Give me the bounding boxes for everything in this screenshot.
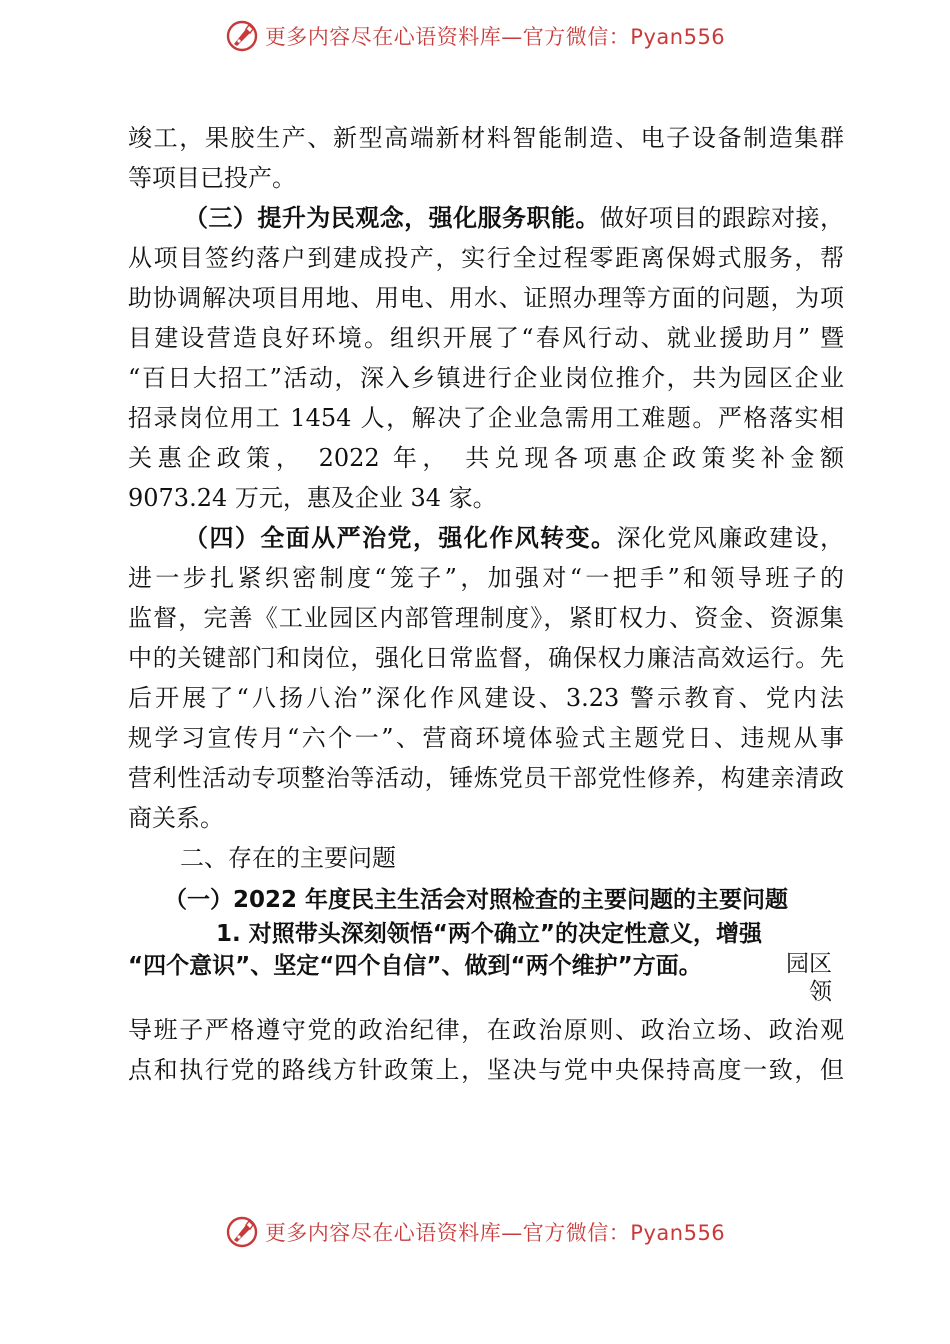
footer-watermark <box>0 1210 950 1254</box>
paragraph-line: 商关系。 <box>128 804 224 832</box>
paragraph-line: 进一步扎紧织密制度“笼子”，加强对“一把手”和领导班子的 <box>128 564 844 592</box>
document-body <box>128 118 844 1090</box>
paragraph-line: 导班子严格遵守党的政治纪律，在政治原则、政治立场、政治观 <box>128 1016 844 1044</box>
paragraph-line: 竣工，果胶生产、新型高端新材料智能制造、电子设备制造集群 <box>128 124 844 152</box>
paragraph-line <box>128 198 844 238</box>
paragraph-line: “百日大招工”活动，深入乡镇进行企业岗位推介，共为园区企业 <box>128 364 844 392</box>
paragraph-line: 点和执行党的路线方针政策上，坚决与党中央保持高度一致，但 <box>128 1056 844 1084</box>
paragraph-line: 中的关键部门和岗位，强化日常监督，确保权力廉洁高效运行。先 <box>128 644 844 672</box>
header-watermark <box>0 14 950 58</box>
item-heading-tail: 园区领 <box>786 951 832 1005</box>
paragraph-line: 招录岗位用工 1454 人，解决了企业急需用工难题。严格落实相 <box>128 404 844 432</box>
paragraph-line: 营利性活动专项整治等活动，锤炼党员干部党性修养，构建亲清政 <box>128 764 844 792</box>
watermark-text: 更多内容尽在心语资料库—官方微信：Pyan556 <box>264 25 726 49</box>
watermark-text: 更多内容尽在心语资料库—官方微信：Pyan556 <box>264 1221 726 1245</box>
subsection-title: （一）2022 年度民主生活会对照检查的主要问题的主要问题 <box>164 887 789 913</box>
item-heading-text: “四个意识”、坚定“四个自信”、做到“两个维护”方面。 <box>128 953 702 979</box>
paragraph-line: 从项目签约落户到建成投产，实行全过程零距离保姆式服务，帮 <box>128 244 844 272</box>
paragraph-text: 做好项目的跟踪对接， <box>599 204 844 232</box>
paragraph-heading: （三）提升为民观念，强化服务职能。 <box>184 203 600 232</box>
paragraph-line: 9073.24 万元，惠及企业 34 家。 <box>128 484 497 512</box>
paragraph-line: 规学习宣传月“六个一”、营商环境体验式主题党日、违规从事 <box>128 724 844 752</box>
paragraph-line: 等项目已投产。 <box>128 164 296 192</box>
paragraph-text: 深化党风廉政建设， <box>616 524 844 552</box>
section-title: 二、存在的主要问题 <box>180 844 396 872</box>
item-heading-line: 1. 对照带头深刻领悟“两个确立”的决定性意义，增强 <box>216 921 762 947</box>
paragraph-line <box>128 518 844 558</box>
paragraph-line: 助协调解决项目用地、用电、用水、证照办理等方面的问题，为项 <box>128 284 844 312</box>
paragraph-line: 关惠企政策， 2022 年， 共兑现各项惠企政策奖补金额 <box>128 444 844 472</box>
paragraph-heading: （四）全面从严治党，强化作风转变。 <box>184 523 617 552</box>
fountain-pen-logo-icon <box>225 1215 259 1249</box>
paragraph-line: 后开展了“八扬八治”深化作风建设、3.23 警示教育、党内法 <box>128 684 844 712</box>
fountain-pen-logo-icon <box>225 19 259 53</box>
paragraph-line: 监督，完善《工业园区内部管理制度》，紧盯权力、资金、资源集 <box>128 604 844 632</box>
paragraph-line: 目建设营造良好环境。组织开展了“春风行动、就业援助月” 暨 <box>128 324 844 352</box>
item-heading-line <box>128 950 844 1005</box>
